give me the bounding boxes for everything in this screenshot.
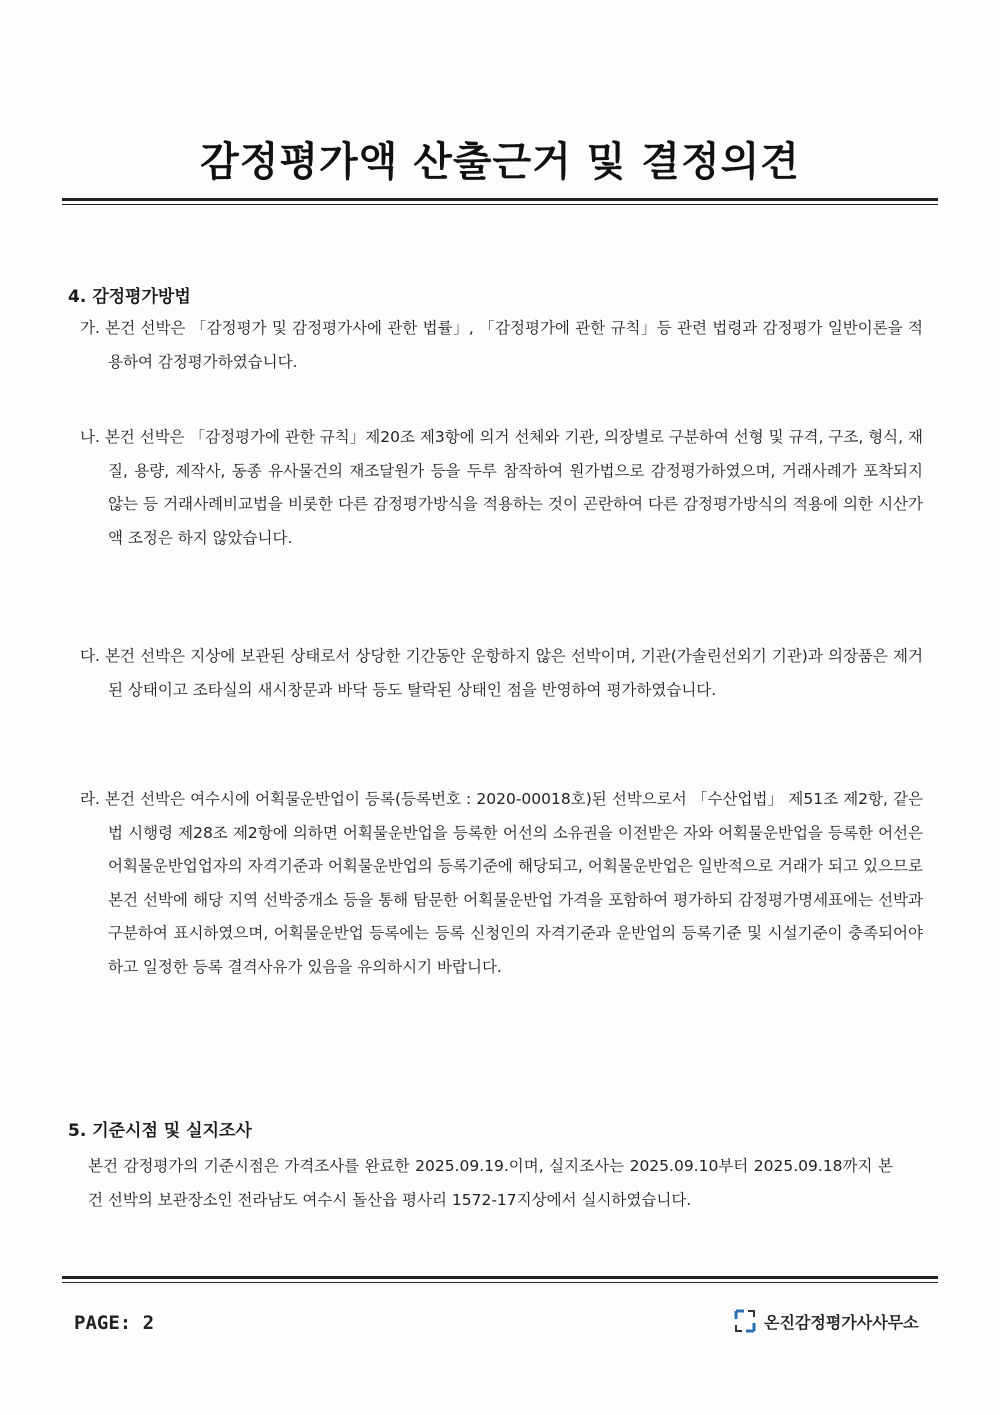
page-number: PAGE: 2 (74, 1312, 155, 1334)
section-4-heading: 4. 감정평가방법 (68, 287, 191, 307)
section-4-paragraph-ra: 라. 본건 선박은 여수시에 어획물운반업이 등록(등록번호 : 2020-00018호)된 선박으로서 「수산업법」 제51조 제2항, 같은 법 시행령 제28조 제2항에 의하면 어획물운반업을 등록한 어선의 소유권을 이전받은 자와 어획물운반업을 등록한 어선은 어획물운반업업자의 자격기준과 어획물운반업의 등록기준에 해당되고, 어획물운반업은 일반적으로 거래가 되고 있으므로 본건 선박에 해당 지역 선박중개소 등을 통해 탐문한 어획물운반업 가격을 포함하여 평가하되 감정평가명세표에는 선박과 구분하여 표시하였으며, 어획물운반업 등록에는 등록 신청인의 자격기준과 운반업의 등록기준 및 시설기준이 충족되어야 하고 일정한 등록 결격사유가 있음을 유의하시기 바랍니다. (80, 790, 923, 976)
section-4-paragraph-na: 나. 본건 선박은 「감정평가에 관한 규칙」제20조 제3항에 의거 선체와 기관, 의장별로 구분하여 선형 및 규격, 구조, 형식, 재질, 용량, 제작사, 동종 유사물건의 재조달원가 등을 두루 참작하여 원가법으로 감정평가하였으며, 거래사례가 포착되지 않는 등 거래사례비교법을 비롯한 다른 감정평가방식을 적용하는 것이 곤란하여 다른 감정평가방식의 적용에 의한 시산가액 조정은 하지 않았습니다. (80, 428, 923, 547)
title-rule-thick (62, 198, 938, 201)
footer-rule-thick (62, 1276, 938, 1279)
page-title: 감정평가액 산출근거 및 결정의견 (200, 139, 800, 185)
office-name: 온진감정평가사사무소 (764, 1312, 919, 1332)
section-5-heading: 5. 기준시점 및 실지조사 (68, 1121, 252, 1141)
office-logo (732, 1306, 919, 1336)
title-rule-thin (62, 204, 938, 205)
section-4-paragraph-da: 다. 본건 선박은 지상에 보관된 상태로서 상당한 기간동안 운항하지 않은 선박이며, 기관(가솔린선외기 기관)과 의장품은 제거된 상태이고 조타실의 새시창문과 바닥 등도 탈락된 상태인 점을 반영하여 평가하였습니다. (80, 647, 923, 699)
bracket-logo-icon (732, 1308, 758, 1334)
section-4-paragraph-ga: 가. 본건 선박은 「감정평가 및 감정평가사에 관한 법률」, 「감정평가에 관한 규칙」등 관련 법령과 감정평가 일반이론을 적용하여 감정평가하였습니다. (80, 319, 923, 371)
footer-rule-thin (62, 1282, 938, 1283)
section-5-paragraph: 본건 감정평가의 기준시점은 가격조사를 완료한 2025.09.19.이며, 실지조사는 2025.09.10부터 2025.09.18까지 본건 선박의 보관장소인 전라남도 여수시 돌산읍 평사리 1572-17지상에서 실시하였습니다. (88, 1157, 893, 1209)
